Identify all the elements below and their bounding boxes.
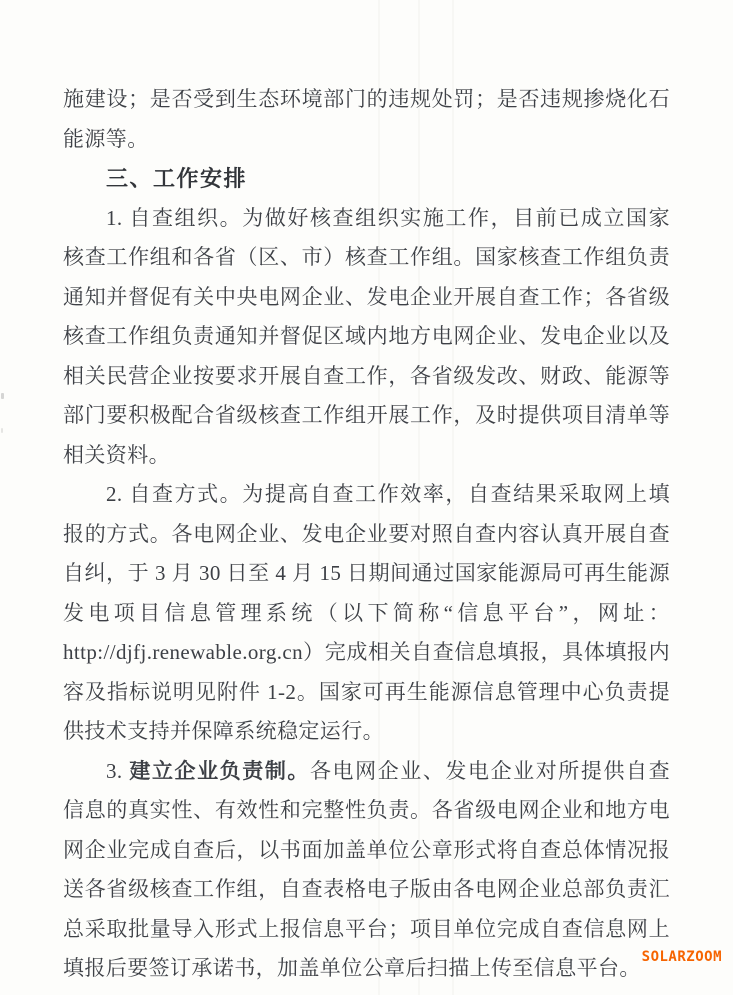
text-line xyxy=(63,199,670,239)
text-line xyxy=(63,554,670,594)
text-line xyxy=(63,673,670,713)
text-segment: 报的方式。各电网企业、发电企业要对照自查内容认真开展自查 xyxy=(63,521,670,546)
text-line xyxy=(63,317,670,357)
text-segment: 填报后要签订承诺书，加盖单位公章后扫描上传至信息平台。 xyxy=(63,956,641,980)
text-line xyxy=(63,831,670,871)
text-segment: 部门要积极配合省级核查工作组开展工作，及时提供项目清单等 xyxy=(63,403,670,427)
text-segment: 相关民营企业按要求开展自查工作，各省级发改、财政、能源等 xyxy=(63,363,670,388)
text-segment: 核查工作组和各省（区、市）核查工作组。国家核查工作组负责 xyxy=(63,245,670,269)
text-line xyxy=(63,120,670,160)
text-segment: 核查工作组负责通知并督促区域内地方电网企业、发电企业以及 xyxy=(63,324,670,348)
text-segment: 自纠，于 3 月 30 日至 4 月 15 日期间通过国家能源局可再生能源 xyxy=(63,561,670,585)
scan-artifact-speck xyxy=(1,428,3,433)
text-line xyxy=(63,870,670,910)
text-line xyxy=(63,949,670,989)
text-segment: 发电项目信息管理系统（以下简称“信息平台”，网址： xyxy=(63,600,670,625)
text-segment: 2. 自查方式。为提高自查工作效率，自查结果采取网上填 xyxy=(106,482,670,506)
text-line xyxy=(63,515,670,555)
text-line xyxy=(63,278,670,318)
text-line xyxy=(63,396,670,436)
scan-artifact-speck xyxy=(1,393,4,399)
text-segment: 容及指标说明见附件 1-2。国家可再生能源信息管理中心负责提 xyxy=(63,679,670,704)
text-line xyxy=(63,357,670,397)
solarzoom-watermark: SOLARZOOM xyxy=(641,949,722,965)
text-segment: 总采取批量导入形式上报信息平台；项目单位完成自查信息网上 xyxy=(63,916,670,941)
text-line xyxy=(63,594,670,634)
text-line xyxy=(63,910,670,950)
text-segment: 建立企业负责制。 xyxy=(129,758,310,783)
text-segment: 信息的真实性、有效性和完整性负责。各省级电网企业和地方电 xyxy=(63,798,670,822)
text-segment: 通知并督促有关中央电网企业、发电企业开展自查工作；各省级 xyxy=(63,284,670,309)
text-line xyxy=(63,238,670,278)
text-line xyxy=(63,80,670,120)
text-segment: 供技术支持并保障系统稳定运行。 xyxy=(63,719,384,743)
text-segment: 各电网企业、发电企业对所提供自查 xyxy=(309,758,671,783)
text-line xyxy=(63,436,670,476)
text-line xyxy=(63,712,670,752)
text-segment: 3. xyxy=(106,758,130,783)
text-segment: 送各省级核查工作组，自查表格电子版由各电网企业总部负责汇 xyxy=(63,877,670,901)
section-heading xyxy=(63,159,670,199)
text-line xyxy=(63,791,670,831)
text-line xyxy=(63,633,670,673)
text-line xyxy=(63,475,670,515)
text-segment: 施建设；是否受到生态环境部门的违规处罚；是否违规掺烧化石 xyxy=(63,87,670,111)
text-segment: 三、工作安排 xyxy=(106,166,248,191)
text-segment: 网企业完成自查后，以书面加盖单位公章形式将自查总体情况报 xyxy=(63,837,670,862)
text-segment: 相关资料。 xyxy=(63,442,170,467)
text-segment: http://djfj.renewable.org.cn）完成相关自查信息填报，具体填报内 xyxy=(63,640,670,664)
document-body xyxy=(63,80,670,989)
text-segment: 能源等。 xyxy=(63,126,149,151)
text-segment: 1. 自查组织。为做好核查组织实施工作，目前已成立国家 xyxy=(106,205,670,230)
text-line xyxy=(63,752,670,792)
